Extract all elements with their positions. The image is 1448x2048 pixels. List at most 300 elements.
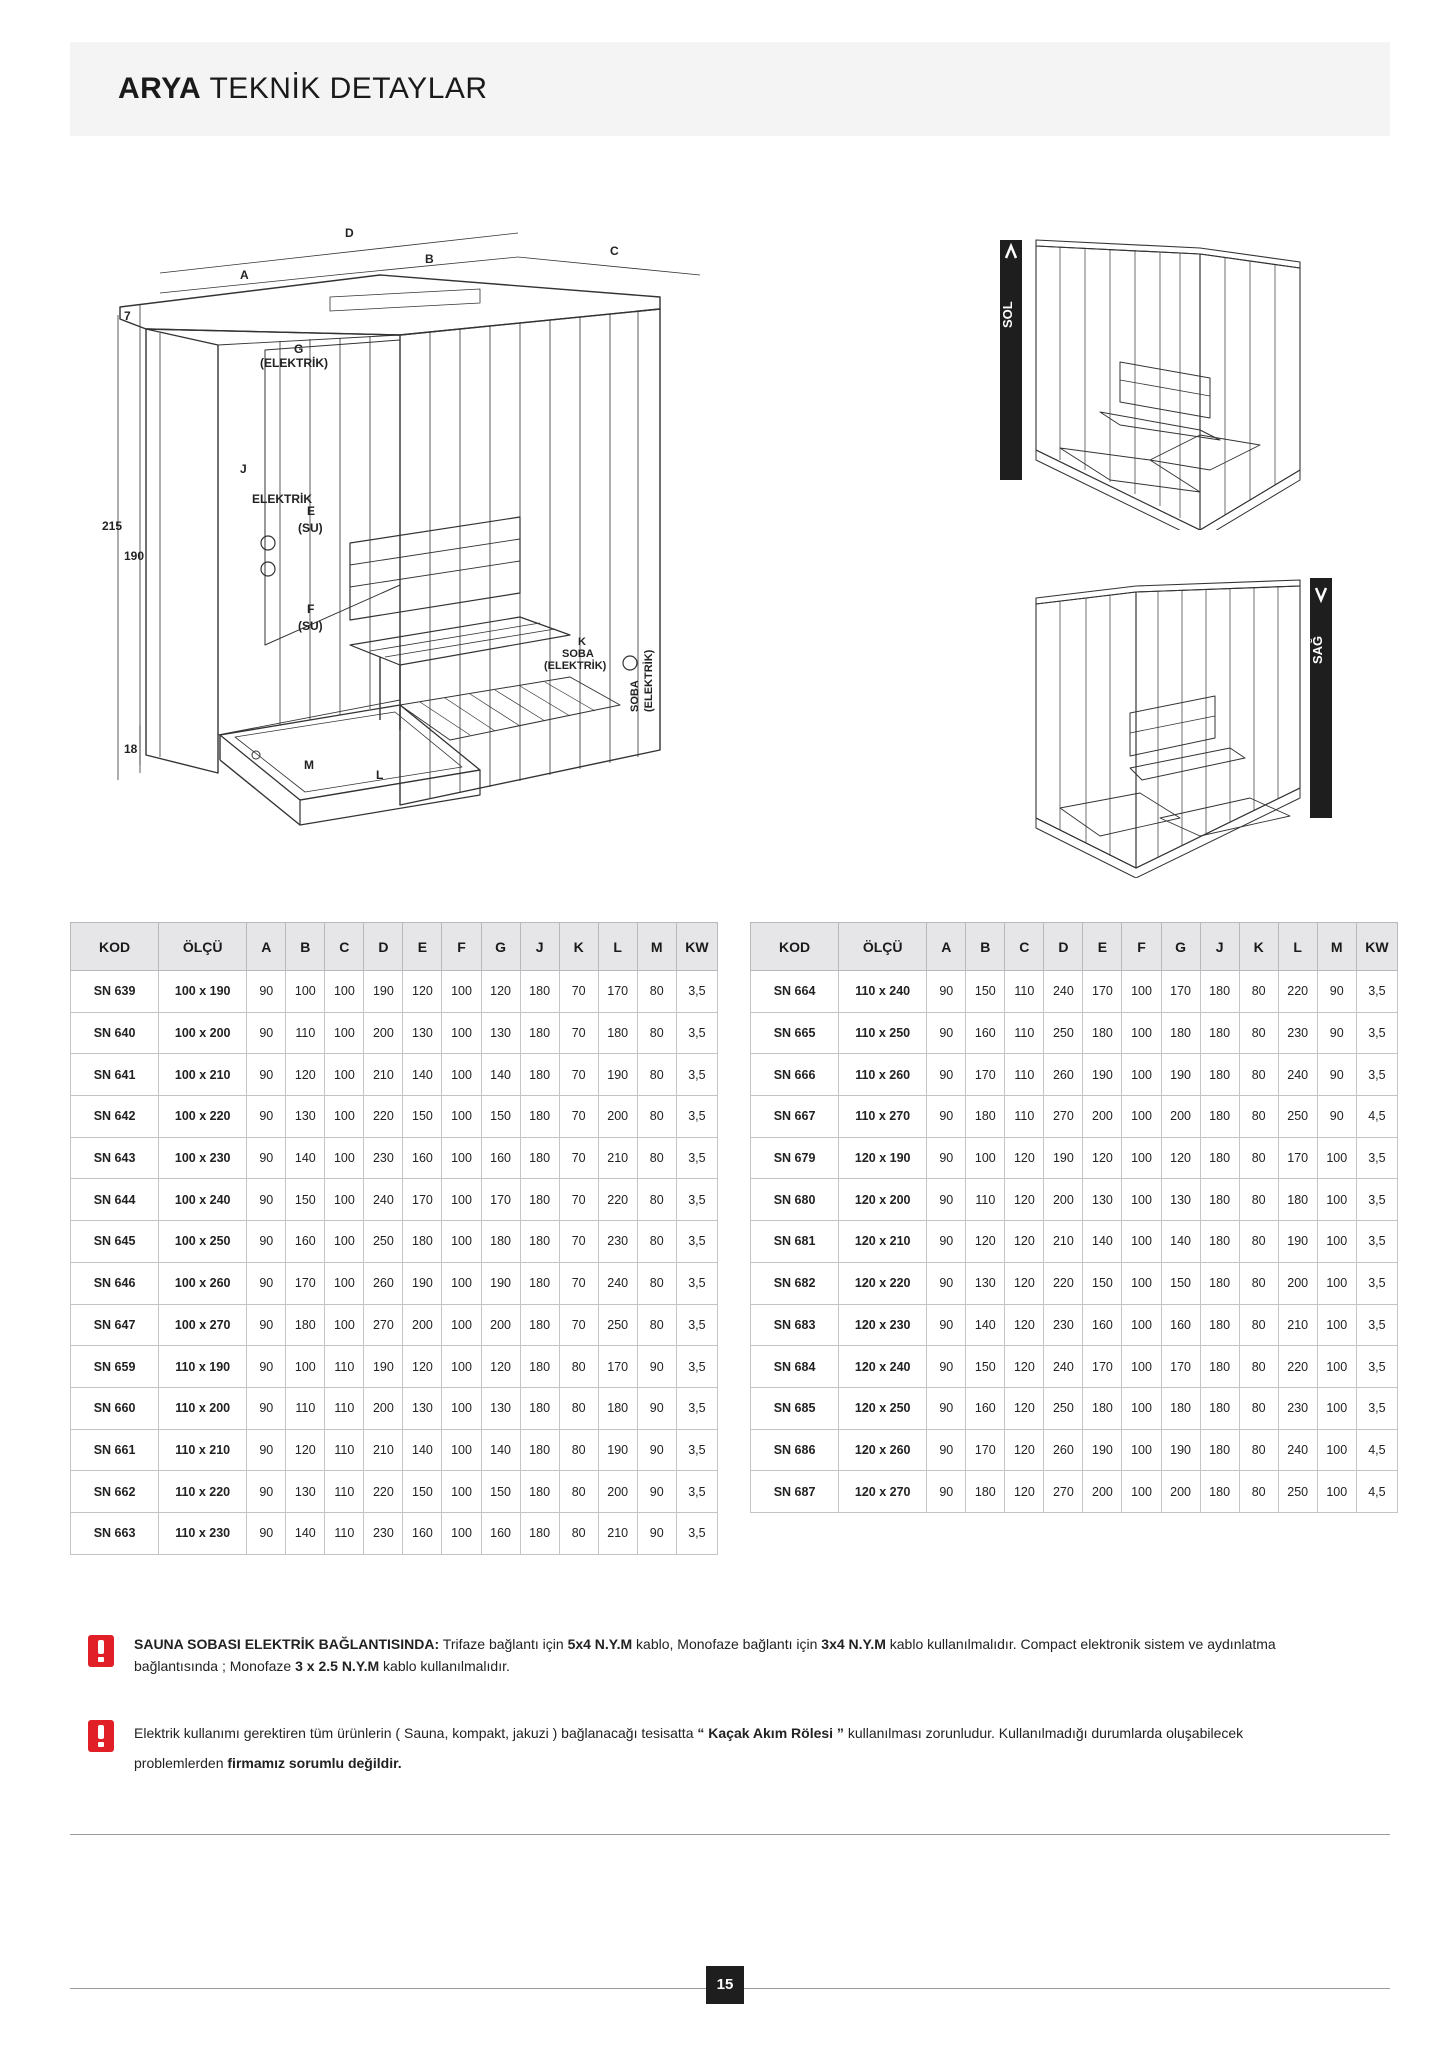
column-header: ÖLÇÜ [839, 923, 927, 971]
cell-kod: SN 642 [71, 1096, 159, 1138]
table-cell: 170 [966, 1054, 1005, 1096]
table-row [71, 1012, 718, 1054]
column-header: KW [1356, 923, 1397, 971]
table-cell: 70 [559, 1179, 598, 1221]
f-label: F [307, 602, 315, 616]
table-cell: 100 [1122, 971, 1161, 1013]
column-header: A [927, 923, 966, 971]
column-header: KW [676, 923, 717, 971]
table-cell: 80 [1239, 1221, 1278, 1263]
cell-kod: SN 659 [71, 1346, 159, 1388]
table-cell: 80 [1239, 1387, 1278, 1429]
table-cell: 190 [1278, 1221, 1317, 1263]
table-cell: 160 [966, 1012, 1005, 1054]
table-cell: 80 [1239, 1429, 1278, 1471]
table-cell: 100 [1122, 1012, 1161, 1054]
table-cell: 90 [637, 1387, 676, 1429]
table-cell: 90 [927, 971, 966, 1013]
cell-kod: SN 641 [71, 1054, 159, 1096]
title-bold: ARYA [118, 72, 202, 105]
table-cell: 160 [286, 1221, 325, 1263]
table-cell: 120 [1005, 1471, 1044, 1513]
table-cell: 180 [1200, 1221, 1239, 1263]
note1-g: kablo kullanılmalıdır. [379, 1658, 510, 1674]
table-cell: 100 [442, 1096, 481, 1138]
table-cell: 150 [403, 1471, 442, 1513]
table-cell: 90 [637, 1512, 676, 1554]
table-cell: 90 [247, 971, 286, 1013]
table-cell: 180 [1200, 1387, 1239, 1429]
cell-kod: SN 663 [71, 1512, 159, 1554]
dim-label-7: 7 [124, 309, 131, 323]
j-sub: ELEKTRİK [252, 492, 312, 506]
column-header: M [1317, 923, 1356, 971]
table-cell: 200 [481, 1304, 520, 1346]
table-cell: 100 [325, 1137, 364, 1179]
table-cell: 130 [286, 1096, 325, 1138]
table-cell: 170 [1161, 971, 1200, 1013]
table-cell: 210 [1278, 1304, 1317, 1346]
soba-sub: (ELEKTRİK) [643, 649, 655, 712]
cell-kod: SN 640 [71, 1012, 159, 1054]
table-cell: 130 [1083, 1179, 1122, 1221]
table-cell: 120 [1005, 1304, 1044, 1346]
table-cell: 90 [927, 1054, 966, 1096]
table-cell: 90 [927, 1471, 966, 1513]
table-cell: 120 [1005, 1262, 1044, 1304]
table-row [71, 1429, 718, 1471]
table-cell: 180 [1161, 1012, 1200, 1054]
column-header: KOD [751, 923, 839, 971]
table-cell: 180 [520, 1012, 559, 1054]
cell-kod: SN 684 [751, 1346, 839, 1388]
column-header: L [598, 923, 637, 971]
k-sub2: (ELEKTRİK) [544, 660, 607, 672]
table-cell: 90 [927, 1221, 966, 1263]
table-cell: 80 [637, 1262, 676, 1304]
table-cell: 70 [559, 1137, 598, 1179]
table-cell: 220 [598, 1179, 637, 1221]
table-row [751, 1096, 1398, 1138]
table-cell: 90 [247, 1304, 286, 1346]
table-cell: 180 [1200, 1304, 1239, 1346]
cell-kod: SN 687 [751, 1471, 839, 1513]
table-row [71, 1346, 718, 1388]
cell-olcu: 110 x 240 [839, 971, 927, 1013]
cell-kod: SN 667 [751, 1096, 839, 1138]
table-cell: 230 [1278, 1387, 1317, 1429]
table-cell: 220 [1044, 1262, 1083, 1304]
table-row [71, 1387, 718, 1429]
table-cell: 200 [403, 1304, 442, 1346]
cell-olcu: 100 x 200 [159, 1012, 247, 1054]
table-cell: 170 [403, 1179, 442, 1221]
cell-olcu: 110 x 260 [839, 1054, 927, 1096]
back-wall [218, 335, 400, 735]
cell-olcu: 120 x 230 [839, 1304, 927, 1346]
e-sub: (SU) [298, 521, 323, 535]
table-cell: 120 [286, 1429, 325, 1471]
table-cell: 120 [286, 1054, 325, 1096]
cell-olcu: 120 x 210 [839, 1221, 927, 1263]
table-cell: 110 [325, 1471, 364, 1513]
table-cell: 4,5 [1356, 1096, 1397, 1138]
note1-c: kablo, Monofaze bağlantı için [632, 1636, 822, 1652]
table-cell: 3,5 [676, 1179, 717, 1221]
table-cell: 3,5 [1356, 1221, 1397, 1263]
table-cell: 90 [1317, 971, 1356, 1013]
note2-d: firmamız sorumlu değildir. [227, 1755, 402, 1771]
table-cell: 220 [1278, 1346, 1317, 1388]
column-header: L [1278, 923, 1317, 971]
table-cell: 80 [559, 1346, 598, 1388]
table-cell: 200 [1083, 1096, 1122, 1138]
table-row [71, 1221, 718, 1263]
table-cell: 100 [1122, 1221, 1161, 1263]
table-cell: 220 [1278, 971, 1317, 1013]
table-cell: 220 [364, 1471, 403, 1513]
dim-label-a: A [240, 268, 249, 282]
table-cell: 80 [559, 1471, 598, 1513]
j-label: J [240, 462, 247, 476]
table-cell: 90 [927, 1346, 966, 1388]
cell-kod: SN 679 [751, 1137, 839, 1179]
note1-a: Trifaze bağlantı için [439, 1636, 568, 1652]
table-cell: 90 [927, 1262, 966, 1304]
table-cell: 120 [403, 1346, 442, 1388]
table-cell: 80 [1239, 1471, 1278, 1513]
note1-d: 3x4 N.Y.M [821, 1636, 886, 1652]
table-row [751, 1387, 1398, 1429]
cell-kod: SN 681 [751, 1221, 839, 1263]
table-cell: 160 [966, 1387, 1005, 1429]
cell-olcu: 120 x 200 [839, 1179, 927, 1221]
table-cell: 80 [1239, 1304, 1278, 1346]
table-cell: 100 [1122, 1054, 1161, 1096]
cell-olcu: 120 x 220 [839, 1262, 927, 1304]
table-cell: 3,5 [1356, 1054, 1397, 1096]
table-cell: 80 [1239, 1096, 1278, 1138]
table-cell: 180 [966, 1471, 1005, 1513]
cell-olcu: 100 x 230 [159, 1137, 247, 1179]
k-sub1: SOBA [562, 648, 594, 660]
cell-olcu: 100 x 240 [159, 1179, 247, 1221]
table-cell: 180 [520, 1387, 559, 1429]
table-cell: 90 [247, 1179, 286, 1221]
sol-tab [1000, 240, 1022, 480]
table-cell: 250 [1044, 1387, 1083, 1429]
table-cell: 100 [1317, 1471, 1356, 1513]
column-header: G [481, 923, 520, 971]
cell-olcu: 120 x 250 [839, 1387, 927, 1429]
table-cell: 3,5 [1356, 1346, 1397, 1388]
table-cell: 170 [598, 1346, 637, 1388]
table-cell: 180 [520, 1137, 559, 1179]
table-cell: 150 [481, 1471, 520, 1513]
table-row [751, 1179, 1398, 1221]
table-cell: 200 [598, 1096, 637, 1138]
table-cell: 180 [1278, 1179, 1317, 1221]
table-cell: 100 [442, 1387, 481, 1429]
floor-grate [400, 677, 620, 740]
table-cell: 120 [1083, 1137, 1122, 1179]
column-header: J [1200, 923, 1239, 971]
cell-olcu: 110 x 250 [839, 1012, 927, 1054]
table-cell: 260 [364, 1262, 403, 1304]
table-cell: 80 [637, 1179, 676, 1221]
cell-olcu: 110 x 230 [159, 1512, 247, 1554]
cell-kod: SN 662 [71, 1471, 159, 1513]
cell-kod: SN 647 [71, 1304, 159, 1346]
table-cell: 130 [966, 1262, 1005, 1304]
dim-label-d: D [345, 226, 354, 240]
table-cell: 170 [1278, 1137, 1317, 1179]
table-cell: 140 [966, 1304, 1005, 1346]
table-cell: 180 [1200, 1054, 1239, 1096]
table-cell: 170 [1083, 971, 1122, 1013]
table-cell: 200 [1161, 1096, 1200, 1138]
cell-olcu: 110 x 270 [839, 1096, 927, 1138]
table-cell: 140 [403, 1054, 442, 1096]
sag-label: SAĞ [1310, 635, 1325, 665]
table-row [751, 1304, 1398, 1346]
table-cell: 140 [286, 1137, 325, 1179]
table-cell: 110 [325, 1429, 364, 1471]
table-cell: 100 [1122, 1179, 1161, 1221]
table-cell: 80 [637, 1012, 676, 1054]
table-row [71, 1137, 718, 1179]
table-cell: 100 [1317, 1346, 1356, 1388]
table-cell: 210 [598, 1137, 637, 1179]
column-header: K [1239, 923, 1278, 971]
table-cell: 100 [1317, 1387, 1356, 1429]
table-cell: 110 [1005, 1012, 1044, 1054]
table-cell: 100 [1122, 1096, 1161, 1138]
table-cell: 180 [520, 1179, 559, 1221]
table-cell: 90 [927, 1179, 966, 1221]
table-cell: 180 [403, 1221, 442, 1263]
table-cell: 100 [442, 1054, 481, 1096]
table-cell: 190 [1083, 1429, 1122, 1471]
cell-kod: SN 643 [71, 1137, 159, 1179]
column-header: J [520, 923, 559, 971]
table-cell: 120 [1005, 1179, 1044, 1221]
table-cell: 120 [966, 1221, 1005, 1263]
table-cell: 70 [559, 1012, 598, 1054]
table-cell: 200 [364, 1012, 403, 1054]
table-cell: 80 [637, 1304, 676, 1346]
table-cell: 100 [325, 971, 364, 1013]
title-rest: TEKNİK DETAYLAR [209, 72, 488, 105]
table-cell: 100 [1317, 1304, 1356, 1346]
table-cell: 180 [966, 1096, 1005, 1138]
table-row [751, 1429, 1398, 1471]
table-cell: 3,5 [676, 1221, 717, 1263]
table-cell: 170 [481, 1179, 520, 1221]
table-cell: 190 [403, 1262, 442, 1304]
variant-left-drawing [1000, 230, 1310, 530]
table-cell: 100 [325, 1262, 364, 1304]
table-cell: 110 [1005, 1054, 1044, 1096]
table-cell: 80 [559, 1429, 598, 1471]
table-row [751, 1471, 1398, 1513]
table-cell: 90 [637, 1346, 676, 1388]
cell-kod: SN 646 [71, 1262, 159, 1304]
table-cell: 190 [1083, 1054, 1122, 1096]
g-sub: (ELEKTRİK) [260, 356, 328, 370]
right-wall [400, 309, 660, 805]
cell-kod: SN 686 [751, 1429, 839, 1471]
table-cell: 190 [1161, 1054, 1200, 1096]
table-cell: 100 [442, 1512, 481, 1554]
table-cell: 90 [247, 1054, 286, 1096]
table-cell: 130 [481, 1012, 520, 1054]
table-cell: 200 [598, 1471, 637, 1513]
table-cell: 180 [1161, 1387, 1200, 1429]
table-cell: 3,5 [1356, 1137, 1397, 1179]
table-row [71, 1054, 718, 1096]
table-cell: 190 [1161, 1429, 1200, 1471]
wall-boards [280, 311, 638, 799]
dim-label-c: C [610, 244, 619, 258]
table-cell: 90 [637, 1429, 676, 1471]
table-cell: 180 [520, 971, 559, 1013]
table-cell: 120 [1005, 1221, 1044, 1263]
table-cell: 180 [1083, 1387, 1122, 1429]
table-cell: 270 [1044, 1471, 1083, 1513]
table-cell: 3,5 [1356, 1387, 1397, 1429]
table-cell: 90 [927, 1429, 966, 1471]
table-row [751, 1262, 1398, 1304]
cell-olcu: 100 x 220 [159, 1096, 247, 1138]
column-header: A [247, 923, 286, 971]
table-cell: 180 [520, 1304, 559, 1346]
table-cell: 210 [364, 1054, 403, 1096]
cell-kod: SN 661 [71, 1429, 159, 1471]
table-cell: 170 [1161, 1346, 1200, 1388]
table-cell: 90 [247, 1012, 286, 1054]
column-header: KOD [71, 923, 159, 971]
table-cell: 100 [1317, 1221, 1356, 1263]
table-cell: 3,5 [676, 1429, 717, 1471]
table-cell: 240 [364, 1179, 403, 1221]
table-cell: 3,5 [1356, 1304, 1397, 1346]
table-cell: 140 [1083, 1221, 1122, 1263]
table-cell: 130 [481, 1387, 520, 1429]
table-cell: 100 [442, 1471, 481, 1513]
cell-kod: SN 682 [751, 1262, 839, 1304]
cell-kod: SN 639 [71, 971, 159, 1013]
table-cell: 80 [559, 1387, 598, 1429]
table-cell: 180 [1200, 1346, 1239, 1388]
table-row [71, 1262, 718, 1304]
table-cell: 200 [364, 1387, 403, 1429]
table-cell: 240 [1278, 1429, 1317, 1471]
table-cell: 160 [403, 1137, 442, 1179]
table-cell: 110 [1005, 1096, 1044, 1138]
table-cell: 3,5 [676, 1012, 717, 1054]
column-header: C [325, 923, 364, 971]
cell-kod: SN 665 [751, 1012, 839, 1054]
table-cell: 90 [247, 1471, 286, 1513]
table-cell: 100 [1122, 1304, 1161, 1346]
cell-olcu: 110 x 190 [159, 1346, 247, 1388]
table-cell: 90 [927, 1012, 966, 1054]
table-cell: 180 [520, 1512, 559, 1554]
cell-kod: SN 645 [71, 1221, 159, 1263]
table-cell: 100 [442, 1221, 481, 1263]
table-cell: 120 [1161, 1137, 1200, 1179]
table-cell: 80 [1239, 1262, 1278, 1304]
table-cell: 180 [520, 1096, 559, 1138]
table-cell: 150 [481, 1096, 520, 1138]
cell-kod: SN 680 [751, 1179, 839, 1221]
cell-kod: SN 644 [71, 1179, 159, 1221]
table-cell: 270 [364, 1304, 403, 1346]
table-cell: 70 [559, 971, 598, 1013]
table-cell: 230 [364, 1512, 403, 1554]
table-cell: 180 [1200, 1262, 1239, 1304]
table-cell: 100 [1317, 1179, 1356, 1221]
table-cell: 160 [481, 1512, 520, 1554]
table-cell: 130 [403, 1012, 442, 1054]
table-cell: 180 [1083, 1012, 1122, 1054]
table-cell: 100 [442, 1346, 481, 1388]
k-label: K [578, 636, 586, 648]
table-cell: 210 [364, 1429, 403, 1471]
variant-right-drawing [1030, 578, 1340, 878]
cell-olcu: 110 x 200 [159, 1387, 247, 1429]
table-cell: 3,5 [676, 1346, 717, 1388]
table-cell: 80 [1239, 1346, 1278, 1388]
table-cell: 3,5 [1356, 1179, 1397, 1221]
sag-tab [1310, 578, 1332, 818]
table-cell: 170 [286, 1262, 325, 1304]
table-cell: 150 [403, 1096, 442, 1138]
soba-label: SOBA [629, 680, 641, 712]
table-cell: 180 [1200, 1179, 1239, 1221]
table-cell: 120 [1005, 1429, 1044, 1471]
table-cell: 100 [442, 1262, 481, 1304]
table-cell: 120 [403, 971, 442, 1013]
table-cell: 230 [364, 1137, 403, 1179]
table-cell: 160 [481, 1137, 520, 1179]
table-cell: 3,5 [676, 971, 717, 1013]
table-cell: 110 [325, 1387, 364, 1429]
table-cell: 220 [364, 1096, 403, 1138]
table-cell: 80 [1239, 1179, 1278, 1221]
table-cell: 3,5 [676, 1512, 717, 1554]
dim-label-b: B [425, 252, 434, 266]
table-cell: 160 [1161, 1304, 1200, 1346]
table-cell: 90 [247, 1221, 286, 1263]
table-cell: 100 [325, 1096, 364, 1138]
table-cell: 150 [1083, 1262, 1122, 1304]
table-cell: 180 [286, 1304, 325, 1346]
table-cell: 150 [966, 971, 1005, 1013]
table-cell: 90 [247, 1262, 286, 1304]
table-cell: 80 [637, 971, 676, 1013]
table-cell: 3,5 [1356, 1012, 1397, 1054]
cell-kod: SN 683 [751, 1304, 839, 1346]
table-cell: 250 [1278, 1096, 1317, 1138]
table-cell: 140 [403, 1429, 442, 1471]
table-cell: 90 [247, 1346, 286, 1388]
sol-label: SOL [1000, 301, 1015, 329]
table-cell: 180 [1200, 1429, 1239, 1471]
table-cell: 100 [286, 971, 325, 1013]
table-cell: 100 [325, 1179, 364, 1221]
